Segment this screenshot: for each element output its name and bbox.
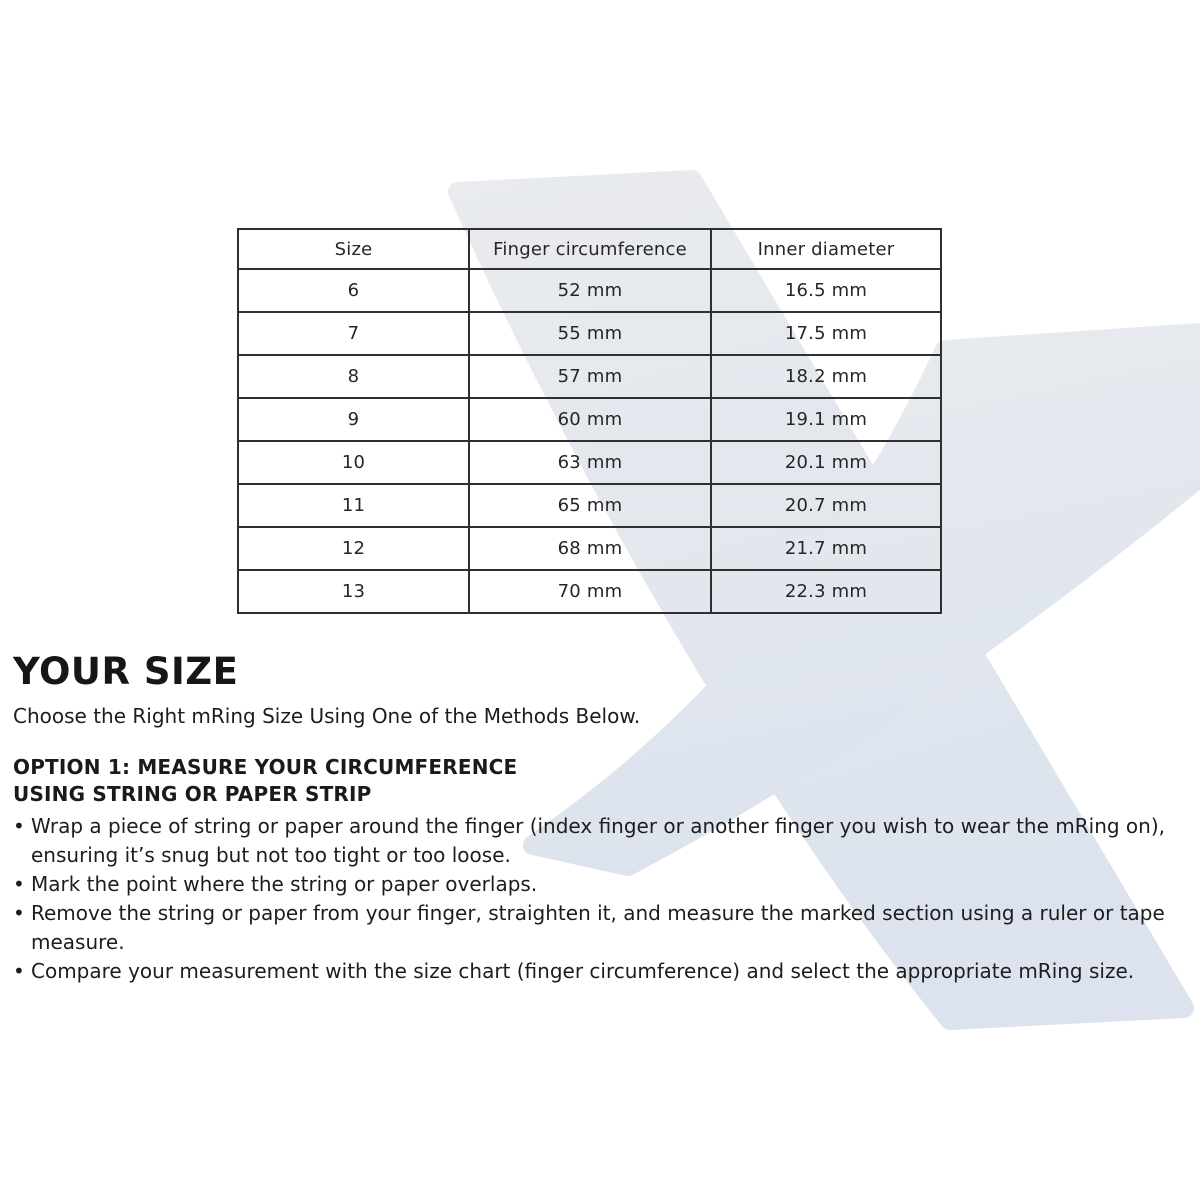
table-row xyxy=(238,570,941,613)
table-cell: 22.3 mm xyxy=(711,570,941,613)
instruction-text: Compare your measurement with the size chart (finger circumference) and select the appropriate mRing size. xyxy=(31,959,1135,983)
table-cell: 60 mm xyxy=(469,398,711,441)
table-cell: 70 mm xyxy=(469,570,711,613)
option1-heading xyxy=(13,754,517,808)
instruction-text: Remove the string or paper from your finger, straighten it, and measure the marked section using a ruler or tape measure. xyxy=(31,901,1165,954)
ring-size-table xyxy=(237,228,942,614)
your-size-subtitle: Choose the Right mRing Size Using One of the Methods Below. xyxy=(13,704,641,728)
your-size-title: YOUR SIZE xyxy=(13,650,239,693)
table-cell: 65 mm xyxy=(469,484,711,527)
size-table-header-row xyxy=(238,229,941,269)
table-row xyxy=(238,441,941,484)
table-cell: 55 mm xyxy=(469,312,711,355)
table-row xyxy=(238,398,941,441)
instruction-text: Wrap a piece of string or paper around the finger (index finger or another finger you wish to wear the mRing on), ensuring it’s snug but not too tight or too loose. xyxy=(31,814,1165,867)
table-cell: 7 xyxy=(238,312,469,355)
table-row xyxy=(238,269,941,312)
table-cell: 20.7 mm xyxy=(711,484,941,527)
table-cell: 21.7 mm xyxy=(711,527,941,570)
table-row xyxy=(238,527,941,570)
table-row xyxy=(238,484,941,527)
table-cell: 17.5 mm xyxy=(711,312,941,355)
instruction-text: Mark the point where the string or paper overlaps. xyxy=(31,872,538,896)
table-cell: 6 xyxy=(238,269,469,312)
bullet-icon: • xyxy=(13,872,25,896)
table-cell: 19.1 mm xyxy=(711,398,941,441)
instruction-item xyxy=(13,870,1193,899)
table-cell: 63 mm xyxy=(469,441,711,484)
option1-heading-line1: OPTION 1: MEASURE YOUR CIRCUMFERENCE xyxy=(13,755,518,779)
bullet-icon: • xyxy=(13,814,25,838)
table-cell: 68 mm xyxy=(469,527,711,570)
bullet-icon: • xyxy=(13,959,25,983)
table-cell: 13 xyxy=(238,570,469,613)
table-cell: 12 xyxy=(238,527,469,570)
table-row xyxy=(238,312,941,355)
table-cell: 20.1 mm xyxy=(711,441,941,484)
table-cell: 9 xyxy=(238,398,469,441)
bullet-icon: • xyxy=(13,901,25,925)
table-row xyxy=(238,355,941,398)
column-header: Inner diameter xyxy=(711,229,941,269)
option1-heading-line2: USING STRING OR PAPER STRIP xyxy=(13,782,372,806)
table-cell: 52 mm xyxy=(469,269,711,312)
table-cell: 16.5 mm xyxy=(711,269,941,312)
table-cell: 10 xyxy=(238,441,469,484)
table-cell: 57 mm xyxy=(469,355,711,398)
column-header: Size xyxy=(238,229,469,269)
instructions-list xyxy=(13,812,1193,986)
size-table-body xyxy=(238,269,941,613)
instruction-item xyxy=(13,812,1193,870)
instruction-item xyxy=(13,899,1193,957)
table-cell: 8 xyxy=(238,355,469,398)
table-cell: 11 xyxy=(238,484,469,527)
column-header: Finger circumference xyxy=(469,229,711,269)
instruction-item xyxy=(13,957,1193,986)
table-cell: 18.2 mm xyxy=(711,355,941,398)
